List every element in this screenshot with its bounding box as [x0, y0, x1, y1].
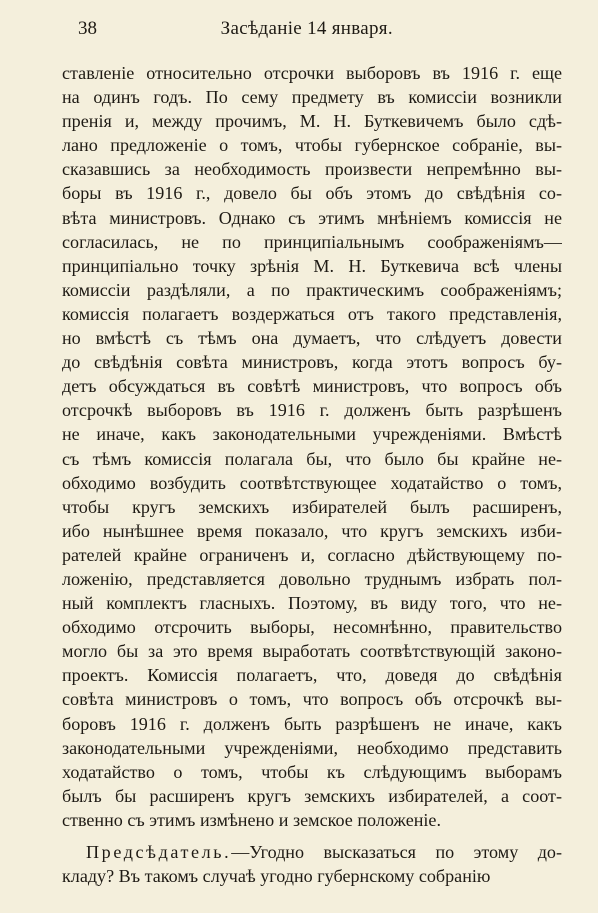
text-line: лано предложеніе о томъ, чтобы губернское собраніе, вы- [62, 135, 562, 156]
text-line: ибо нынѣшнее время показало, что кругъ земскихъ изби- [62, 520, 562, 541]
text-line: ходатайство о томъ, чтобы къ слѣдующимъ выборамъ [62, 761, 562, 782]
text-line: ложенію, представляется довольно труднымъ избрать пол- [62, 568, 562, 589]
text-line: законодательными учрежденіями, необходимо представить [62, 737, 562, 758]
text-line: вѣта министровъ. Однако съ этимъ мнѣніемъ комиссія не [62, 207, 562, 228]
text-line: детъ обсуждаться въ совѣтѣ министровъ, что вопросъ объ [62, 376, 562, 397]
text-line: ственно съ этимъ измѣнено и земское положеніе. [62, 809, 441, 830]
text-line: но вмѣстѣ съ тѣмъ она думаетъ, что слѣдуетъ довести [62, 328, 562, 349]
text-line: согласилась, не по принципіальнымъ соображеніямъ— [62, 231, 562, 252]
text-line: до свѣдѣнія совѣта министровъ, когда этотъ вопросъ бу- [62, 352, 562, 373]
text-line: пренія и, между прочимъ, М. Н. Буткевичемъ было сдѣ- [62, 111, 562, 132]
speech-text: —Угодно высказаться по этому до- [231, 842, 562, 862]
text-line: ный комплектъ гласныхъ. Поэтому, въ виду того, что не- [62, 593, 562, 614]
text-line: не иначе, какъ законодательными учрежденіями. Вмѣстѣ [62, 424, 562, 445]
text-line: съ тѣмъ комиссія полагала бы, что было бы крайне не- [62, 448, 562, 469]
text-line: проектъ. Комиссія полагаетъ, что, доведя до свѣдѣнія [62, 665, 562, 686]
running-title: Засѣданіе 14 января. [220, 18, 393, 39]
text-line: обходимо возбудить соотвѣтствующее ходатайство о томъ, [62, 472, 562, 493]
text-line: обходимо отсрочить выборы, несомнѣнно, правительство [62, 617, 562, 638]
text-line: отсрочкѣ выборовъ въ 1916 г. долженъ быть разрѣшенъ [62, 400, 562, 421]
text-line: на одинъ годъ. По сему предмету въ комиссіи возникли [62, 87, 562, 108]
text-line: былъ бы расширенъ кругъ земскихъ избирателей, а соот- [62, 785, 562, 806]
text-line: кладу? Въ такомъ случаѣ угодно губернскому собранію [62, 866, 491, 887]
text-line: комиссіи раздѣляли, а по практическимъ соображеніямъ; [62, 279, 562, 300]
text-line: совѣта министровъ о томъ, что вопросъ объ отсрочкѣ вы- [62, 689, 562, 710]
paragraph-chairman [62, 840, 562, 888]
text-line: принципіально точку зрѣнія М. Н. Буткевича всѣ члены [62, 255, 562, 276]
speaker-name: Предсѣдатель. [86, 842, 232, 862]
text-line: комиссія полагаетъ воздержаться отъ такого представленія, [62, 303, 562, 324]
text-line [62, 840, 562, 864]
body-text [62, 61, 562, 888]
text-line: чтобы кругъ земскихъ избирателей былъ расширенъ, [62, 496, 562, 517]
text-line: боровъ 1916 г. долженъ быть разрѣшенъ не иначе, какъ [62, 713, 562, 734]
text-line: боры въ 1916 г., довело бы объ этомъ до свѣдѣнія со- [62, 183, 562, 204]
page-number: 38 [78, 18, 97, 39]
paragraph-report [62, 61, 562, 832]
text-line: могло бы за это время выработать соотвѣтствующій законо- [62, 641, 562, 662]
text-line: сказавшись за необходимость произвести непремѣнно вы- [62, 159, 562, 180]
text-line: рателей крайне ограниченъ и, согласно дѣйствующему по- [62, 544, 562, 565]
page-header [78, 18, 570, 48]
text-line: ставленіе относительно отсрочки выборовъ въ 1916 г. еще [62, 63, 562, 83]
